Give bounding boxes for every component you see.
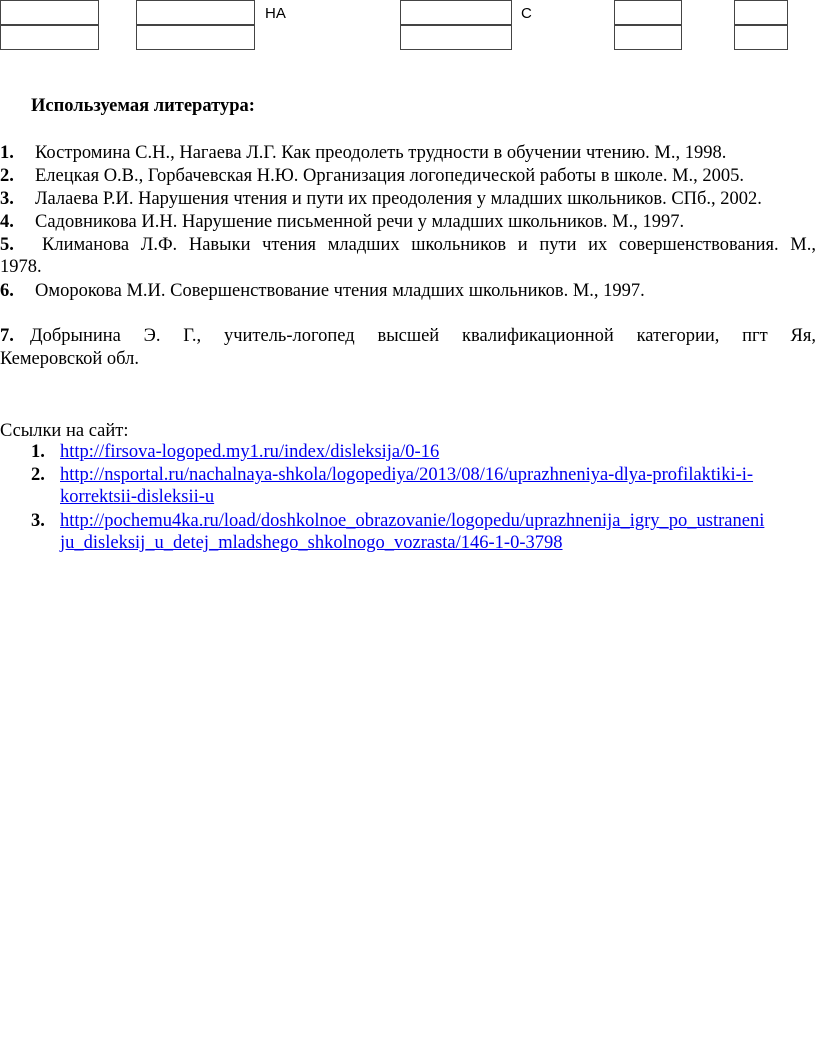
header-cell <box>136 25 255 50</box>
item-number: 5. <box>0 235 14 255</box>
literature-item <box>0 234 816 278</box>
literature-item <box>0 142 816 164</box>
links-title: Ссылки на сайт: <box>0 421 129 441</box>
header-cell <box>400 25 512 50</box>
item-text-continuation: Кемеровской обл. <box>0 349 139 369</box>
link-url[interactable]: http://firsova-logoped.my1.ru/index/disleksija/0-16 <box>60 442 440 462</box>
link-url-continuation[interactable]: korrektsii-disleksii-u <box>60 487 215 507</box>
link-number: 2. <box>31 465 45 485</box>
item-text: Костромина С.Н., Нагаева Л.Г. Как преодолеть трудности в обучении чтению. М., 1998. <box>35 143 727 163</box>
header-label-c: С <box>521 5 532 22</box>
item-text-line <box>42 234 816 256</box>
link-item <box>0 510 816 554</box>
literature-item <box>0 211 816 233</box>
item-text: Елецкая О.В., Горбачевская Н.Ю. Организация логопедической работы в школе. М., 2005. <box>35 166 745 186</box>
item-number: 7. <box>0 326 14 346</box>
header-cell <box>734 25 788 50</box>
item-text: Садовникова И.Н. Нарушение письменной речи у младших школьников. М., 1997. <box>35 212 685 232</box>
header-cell <box>734 0 788 25</box>
literature-item <box>0 165 816 187</box>
header-cell <box>400 0 512 25</box>
link-number: 3. <box>31 511 45 531</box>
literature-item <box>0 280 816 302</box>
item-number: 3. <box>0 189 14 209</box>
literature-item <box>0 325 816 369</box>
item-number: 6. <box>0 281 14 301</box>
link-number: 1. <box>31 442 45 462</box>
link-url[interactable]: http://pochemu4ka.ru/load/doshkolnoe_obrazovanie/logopedu/uprazhnenija_igry_po_ustraneni <box>60 511 765 531</box>
item-text-line <box>30 325 816 347</box>
item-text-continuation: 1978. <box>0 257 42 277</box>
item-text: Климанова Л.Ф. Навыки чтения младших школьников и пути их совершенствования. М., <box>42 235 816 255</box>
header-cell <box>614 25 682 50</box>
header-cell <box>0 25 99 50</box>
item-text: Добрынина Э. Г., учитель-логопед высшей квалификационной категории, пгт Яя, <box>30 326 816 346</box>
item-text: Оморокова М.И. Совершенствование чтения младших школьников. М., 1997. <box>35 281 645 301</box>
header-cell <box>136 0 255 25</box>
literature-heading: Используемая литература: <box>31 96 255 116</box>
item-number: 2. <box>0 166 14 186</box>
item-text: Лалаева Р.И. Нарушения чтения и пути их преодоления у младших школьников. СПб., 2002. <box>35 189 762 209</box>
item-number: 1. <box>0 143 14 163</box>
link-item <box>0 464 816 508</box>
literature-item <box>0 188 816 210</box>
link-item <box>0 441 816 463</box>
header-label-na: НА <box>265 5 286 22</box>
item-number: 4. <box>0 212 14 232</box>
link-url-continuation[interactable]: ju_disleksij_u_detej_mladshego_shkolnogo_vozrasta/146-1-0-3798 <box>60 533 563 553</box>
header-cell <box>0 0 99 25</box>
header-cell <box>614 0 682 25</box>
link-url[interactable]: http://nsportal.ru/nachalnaya-shkola/logopediya/2013/08/16/uprazhneniya-dlya-profilaktiki-i- <box>60 465 754 485</box>
